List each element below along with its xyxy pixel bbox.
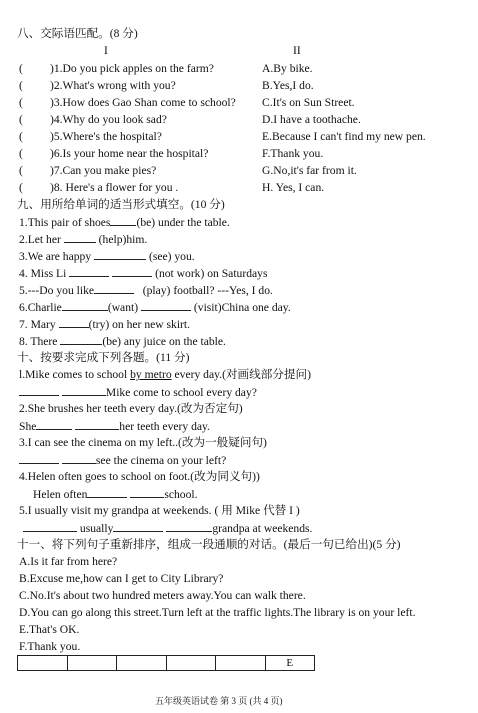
rewrite-4-prompt: 4.Helen often goes to school on foot.(改为同义句)) — [19, 470, 260, 483]
answer-blank[interactable] — [166, 521, 212, 532]
rewrite-1-prompt: l.Mike comes to school by metro every day.(对画线部分提问) — [19, 368, 311, 381]
answer-c: C.It's on Sun Street. — [262, 96, 355, 109]
rewrite-1-answer: Mike come to school every day? — [19, 385, 257, 400]
answer-blank[interactable] — [23, 521, 77, 532]
answer-blank[interactable] — [94, 249, 146, 260]
section-11-title: 十一、将下列句子重新排序，组成一段通顺的对话。(最后一句已给出)(5 分) — [17, 538, 401, 551]
rewrite-5-prompt: 5.I usually visit my grandpa at weekends. ( 用 Mike 代替 I ) — [19, 504, 300, 517]
answer-cell-6: E — [265, 656, 315, 671]
answer-blank[interactable] — [112, 266, 152, 277]
rewrite-2-prompt: 2.She brushes her teeth every day.(改为否定句) — [19, 402, 243, 415]
dialog-line-c: C.No.It's about two hundred meters away.You can walk there. — [19, 589, 306, 602]
answer-blank[interactable] — [75, 419, 119, 430]
rewrite-2-answer: She her teeth every day. — [19, 420, 210, 433]
answer-a: A.By bike. — [262, 62, 313, 75]
dialog-line-d: D.You can go along this street.Turn left at the traffic lights.The library is on your left. — [19, 606, 416, 619]
paren: ( — [19, 164, 23, 177]
answer-g: G.No,it's far from it. — [262, 164, 357, 177]
answer-f: F.Thank you. — [262, 147, 324, 160]
answer-blank[interactable] — [110, 215, 136, 226]
rewrite-3-answer: see the cinema on your left? — [19, 453, 226, 468]
answer-blank[interactable] — [64, 232, 96, 243]
fill-blank-7: 7. Mary (try) on her new skirt. — [19, 318, 191, 331]
rewrite-4-answer: Helen often school. — [33, 488, 198, 501]
answer-blank[interactable] — [60, 334, 102, 345]
page-footer: 五年级英语试卷 第 3 页 (共 4 页) — [155, 696, 283, 706]
question-5: )5.Where's the hospital? — [50, 130, 162, 143]
paren: ( — [19, 130, 23, 143]
question-2: )2.What's wrong with you? — [50, 79, 176, 92]
answer-blank[interactable] — [62, 385, 106, 396]
fill-blank-1: 1.This pair of shoes (be) under the table. — [19, 216, 230, 229]
answer-blank[interactable] — [36, 419, 72, 430]
answer-blank[interactable] — [87, 487, 127, 498]
answer-d: D.I have a toothache. — [262, 113, 361, 126]
section-9-title: 九、用所给单词的适当形式填空。(10 分) — [17, 198, 225, 211]
underlined-phrase: by metro — [130, 368, 172, 381]
answer-cell-5[interactable] — [216, 656, 266, 671]
question-8: )8. Here's a flower for you . — [50, 181, 179, 194]
question-6: )6.Is your home near the hospital? — [50, 147, 209, 160]
fill-blank-2: 2.Let her (help)him. — [19, 233, 148, 246]
answer-e: E.Because I can't find my new pen. — [262, 130, 426, 143]
answer-blank[interactable] — [113, 521, 163, 532]
answer-cell-3[interactable] — [117, 656, 167, 671]
answer-blank[interactable] — [59, 317, 89, 328]
paren: ( — [19, 181, 23, 194]
answer-blank[interactable] — [19, 385, 59, 396]
section-10-title: 十、按要求完成下列各题。(11 分) — [17, 351, 190, 364]
answer-b: B.Yes,I do. — [262, 79, 314, 92]
fill-blank-4: 4. Miss Li (not work) on Saturdays — [19, 267, 268, 280]
dialog-line-b: B.Excuse me,how can I get to City Library? — [19, 572, 224, 585]
question-7: )7.Can you make pies? — [50, 164, 157, 177]
answer-grid — [17, 655, 315, 671]
paren: ( — [19, 62, 23, 75]
paren: ( — [19, 147, 23, 160]
question-3: )3.How does Gao Shan come to school? — [50, 96, 236, 109]
answer-blank[interactable] — [141, 300, 191, 311]
dialog-line-a: A.Is it far from here? — [19, 555, 118, 568]
answer-cell-1[interactable] — [18, 656, 68, 671]
column-1-header: I — [104, 44, 108, 57]
answer-blank[interactable] — [62, 300, 108, 311]
fill-blank-5: 5.---Do you like (play) football? ---Yes, I do. — [19, 284, 273, 297]
answer-cell-4[interactable] — [166, 656, 216, 671]
dialog-line-f: F.Thank you. — [19, 640, 81, 653]
paren: ( — [19, 79, 23, 92]
answer-blank[interactable] — [130, 487, 164, 498]
answer-blank[interactable] — [62, 453, 96, 464]
question-4: )4.Why do you look sad? — [50, 113, 167, 126]
rewrite-5-answer: usually grandpa at weekends. — [23, 521, 312, 536]
section-8-title: 八、交际语匹配。(8 分) — [17, 27, 138, 40]
paren: ( — [19, 113, 23, 126]
fill-blank-3: 3.We are happy (see) you. — [19, 250, 195, 263]
answer-blank[interactable] — [94, 283, 134, 294]
answer-cell-2[interactable] — [67, 656, 117, 671]
answer-blank[interactable] — [69, 266, 109, 277]
fill-blank-6: 6.Charlie (want) (visit)China one day. — [19, 301, 291, 314]
answer-h: H. Yes, I can. — [262, 181, 325, 194]
paren: ( — [19, 96, 23, 109]
question-1: )1.Do you pick apples on the farm? — [50, 62, 214, 75]
dialog-line-e: E.That's OK. — [19, 623, 80, 636]
fill-blank-8: 8. There (be) any juice on the table. — [19, 335, 226, 348]
answer-blank[interactable] — [19, 453, 59, 464]
column-2-header: II — [293, 44, 301, 57]
rewrite-3-prompt: 3.I can see the cinema on my left..(改为一般疑问句) — [19, 436, 267, 449]
